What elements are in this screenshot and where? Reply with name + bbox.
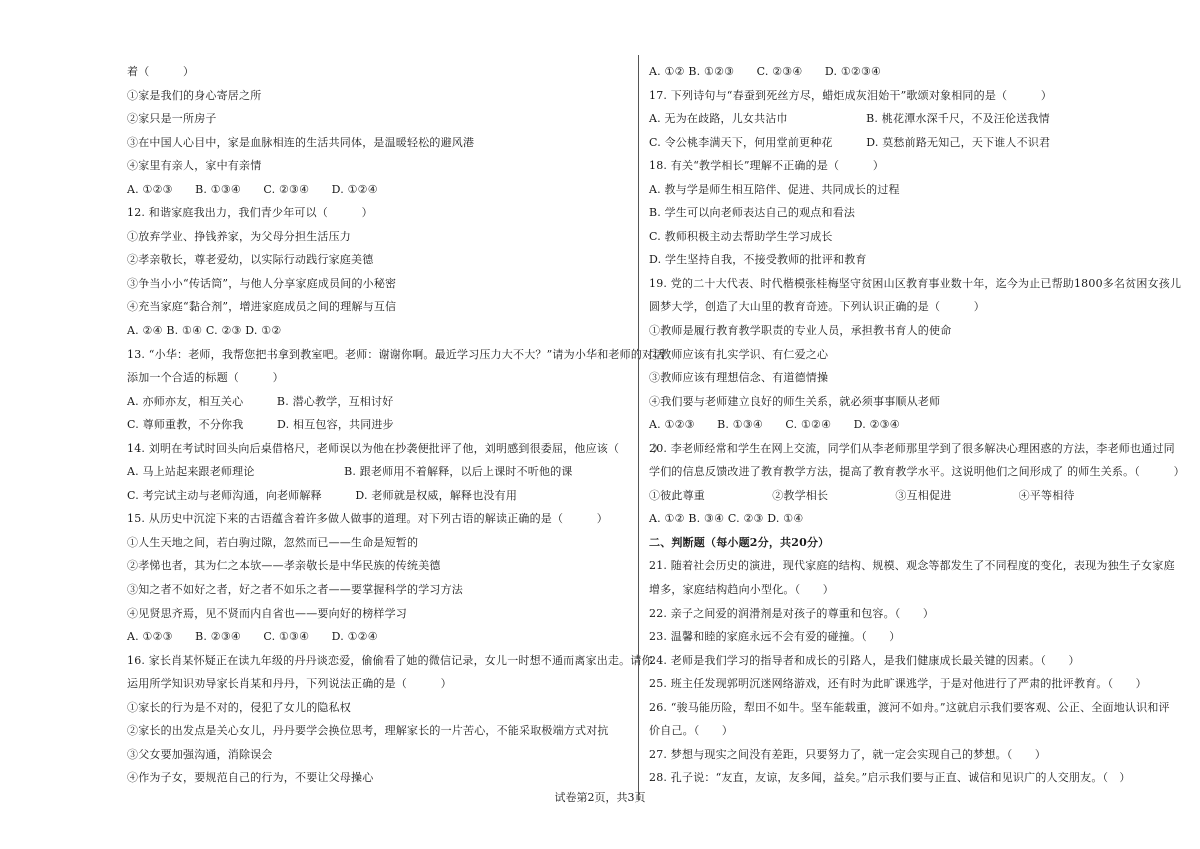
text-line: 圆梦大学，创造了大山里的教育奇迹。下列认识正确的是（ ）: [649, 300, 985, 314]
text-line: 价自己。（ ）: [649, 724, 734, 738]
text-line: C. 考完试主动与老师沟通，向老师解释 D. 老师就是权威，解释也没有用: [127, 488, 518, 502]
text-line: C. 教师积极主动去帮助学生学习成长: [649, 229, 833, 243]
text-line: ③父女要加强沟通，消除误会: [127, 747, 273, 761]
text-line: A. ①② B. ①②③ C. ②③④ D. ①②③④: [649, 65, 882, 78]
text-line: ②孝悌也者，其为仁之本欤——孝亲敬长是中华民族的传统美德: [127, 559, 441, 573]
text-line: ①家长的行为是不对的，侵犯了女儿的隐私权: [127, 700, 351, 714]
text-line: 12. 和谐家庭我出力，我们青少年可以（ ）: [127, 206, 373, 220]
page-footer: 试卷第2页，共3页: [554, 791, 646, 804]
text-line: 增多，家庭结构趋向小型化。（ ）: [649, 583, 834, 597]
text-line: ④家里有亲人，家中有亲情: [127, 159, 262, 173]
text-line: ③教师应该有理想信念、有道德情操: [649, 371, 829, 385]
text-line: A. ①②③ B. ①③④ C. ②③④ D. ①②④: [127, 182, 378, 196]
text-line: A. ①②③ B. ①③④ C. ①②④ D. ②③④: [649, 418, 900, 432]
text-line: ②孝亲敬长，尊老爱幼，以实际行动践行家庭美德: [127, 253, 374, 267]
text-line: ③争当小小“传话筒”，与他人分享家庭成员间的小秘密: [127, 276, 397, 290]
text-line: A. 马上站起来跟老师理论 B. 跟老师用不着解释，以后上课时不听他的课: [127, 465, 573, 479]
text-line: ①彼此尊重 ②教学相长 ③互相促进 ④平等相待: [649, 488, 1075, 502]
text-line: ④作为子女，要规范自己的行为，不要让父母操心: [127, 771, 374, 785]
text-line: D. 学生坚持自我，不接受教师的批评和教育: [649, 253, 867, 267]
text-line: 着（ ）: [127, 65, 195, 78]
text-line: 15. 从历史中沉淀下来的古语蕴含着许多做人做事的道理。对下列古语的解读正确的是（ ）: [127, 512, 608, 526]
text-line: 18. 有关“教学相长”理解不正确的是（ ）: [649, 159, 885, 173]
text-line: A. ①② B. ③④ C. ②③ D. ①④: [649, 512, 804, 526]
text-line: 运用所学知识劝导家长肖某和丹丹，下列说法正确的是（ ）: [127, 677, 452, 691]
text-line: A. 教与学是师生相互陪伴、促进、共同成长的过程: [649, 182, 900, 196]
text-line: ①家是我们的身心寄居之所: [127, 88, 262, 102]
text-line: B. 学生可以向老师表达自己的观点和看法: [649, 206, 856, 220]
right-column: [649, 60, 1185, 790]
text-line: 25. 班主任发现郭明沉迷网络游戏，还有时为此旷课逃学，于是对他进行了严肃的批评教育。（ ）: [649, 677, 1147, 691]
text-line: ④充当家庭“黏合剂”，增进家庭成员之间的理解与互信: [127, 300, 397, 314]
text-line: 16. 家长肖某怀疑正在读九年级的丹丹谈恋爱，偷偷看了她的微信记录，女儿一时想不通而离家出走。请你: [127, 653, 653, 667]
text-line: 13. “小华：老师，我帮您把书拿到教室吧。老师：谢谢你啊。最近学习压力大不大？”请为小华和老师的对话: [127, 347, 665, 361]
text-line: 添加一个合适的标题（ ）: [127, 371, 284, 385]
text-line: ②家只是一所房子: [127, 112, 217, 126]
text-line: 23. 温馨和睦的家庭永远不会有爱的碰撞。（ ）: [649, 630, 901, 644]
text-line: ④见贤思齐焉，见不贤而内自省也——要向好的榜样学习: [127, 606, 407, 620]
text-line: 二、判断题（每小题2分，共20分）: [649, 535, 830, 549]
text-line: ③在中国人心目中，家是血脉相连的生活共同体，是温暖轻松的避风港: [127, 135, 475, 149]
column-divider: [638, 55, 639, 800]
text-line: C. 尊师重教，不分你我 D. 相互包容，共同进步: [127, 418, 394, 432]
text-line: A. ②④ B. ①④ C. ②③ D. ①②: [127, 324, 282, 338]
text-line: ④我们要与老师建立良好的师生关系，就必须事事顺从老师: [649, 394, 941, 408]
text-line: 20. 李老师经常和学生在网上交流，同学们从李老师那里学到了很多解决心理困惑的方法，李老师也通过同: [649, 441, 1175, 455]
text-line: 26. “骏马能历险，犁田不如牛。坚车能载重，渡河不如舟。”这就启示我们要客观、公正、全面地认识和评: [649, 700, 1170, 714]
text-line: 21. 随着社会历史的演进，现代家庭的结构、规模、观念等都发生了不同程度的变化，表现为独生子女家庭: [649, 559, 1175, 573]
text-line: A. 无为在歧路，儿女共沾巾 B. 桃花潭水深千尺，不及汪伦送我情: [649, 112, 1050, 126]
text-line: ①放弃学业、挣钱养家，为父母分担生活压力: [127, 229, 351, 243]
left-column: [127, 60, 665, 790]
text-line: ②教师应该有扎实学识、有仁爱之心: [649, 347, 829, 361]
text-line: 24. 老师是我们学习的指导者和成长的引路人，是我们健康成长最关键的因素。（ ）: [649, 653, 1080, 667]
text-line: A. ①②③ B. ②③④ C. ①③④ D. ①②④: [127, 630, 378, 644]
text-line: ②家长的出发点是关心女儿，丹丹要学会换位思考，理解家长的一片苦心，不能采取极端方式对抗: [127, 724, 609, 738]
text-line: 22. 亲子之间爱的润滑剂是对孩子的尊重和包容。（ ）: [649, 606, 935, 620]
text-line: 28. 孔子说：“友直，友谅，友多闻，益矣。”启示我们要与正直、诚信和见识广的人交朋友。（ ）: [649, 771, 1131, 785]
text-line: A. 亦师亦友，相互关心 B. 潜心教学，互相讨好: [127, 394, 394, 408]
text-line: ①人生天地之间，若白驹过隙，忽然而已——生命是短暂的: [127, 535, 419, 549]
text-line: ①教师是履行教育教学职责的专业人员，承担教书育人的使命: [649, 324, 952, 338]
text-line: 27. 梦想与现实之间没有差距，只要努力了，就一定会实现自己的梦想。（ ）: [649, 747, 1047, 761]
text-line: 17. 下列诗句与“春蚕到死丝方尽，蜡炬成灰泪始干”歌颂对象相同的是（ ）: [649, 88, 1053, 102]
text-line: 14. 刘明在考试时回头向后桌借格尺，老师误以为他在抄袭便批评了他，刘明感到很委屈，他应该（ ）: [127, 441, 664, 455]
text-line: C. 令公桃李满天下，何用堂前更种花 D. 莫愁前路无知己，天下谁人不识君: [649, 135, 1051, 149]
text-line: 19. 党的二十大代表、时代楷模张桂梅坚守贫困山区教育事业数十年，迄今为止已帮助1800多名贫困女孩儿: [649, 276, 1182, 290]
text-line: ③知之者不如好之者，好之者不如乐之者——要掌握科学的学习方法: [127, 583, 463, 597]
text-line: 学们的信息反馈改进了教育教学方法，提高了教育教学水平。这说明他们之间形成了 的师生关系。（ ）: [649, 465, 1185, 479]
